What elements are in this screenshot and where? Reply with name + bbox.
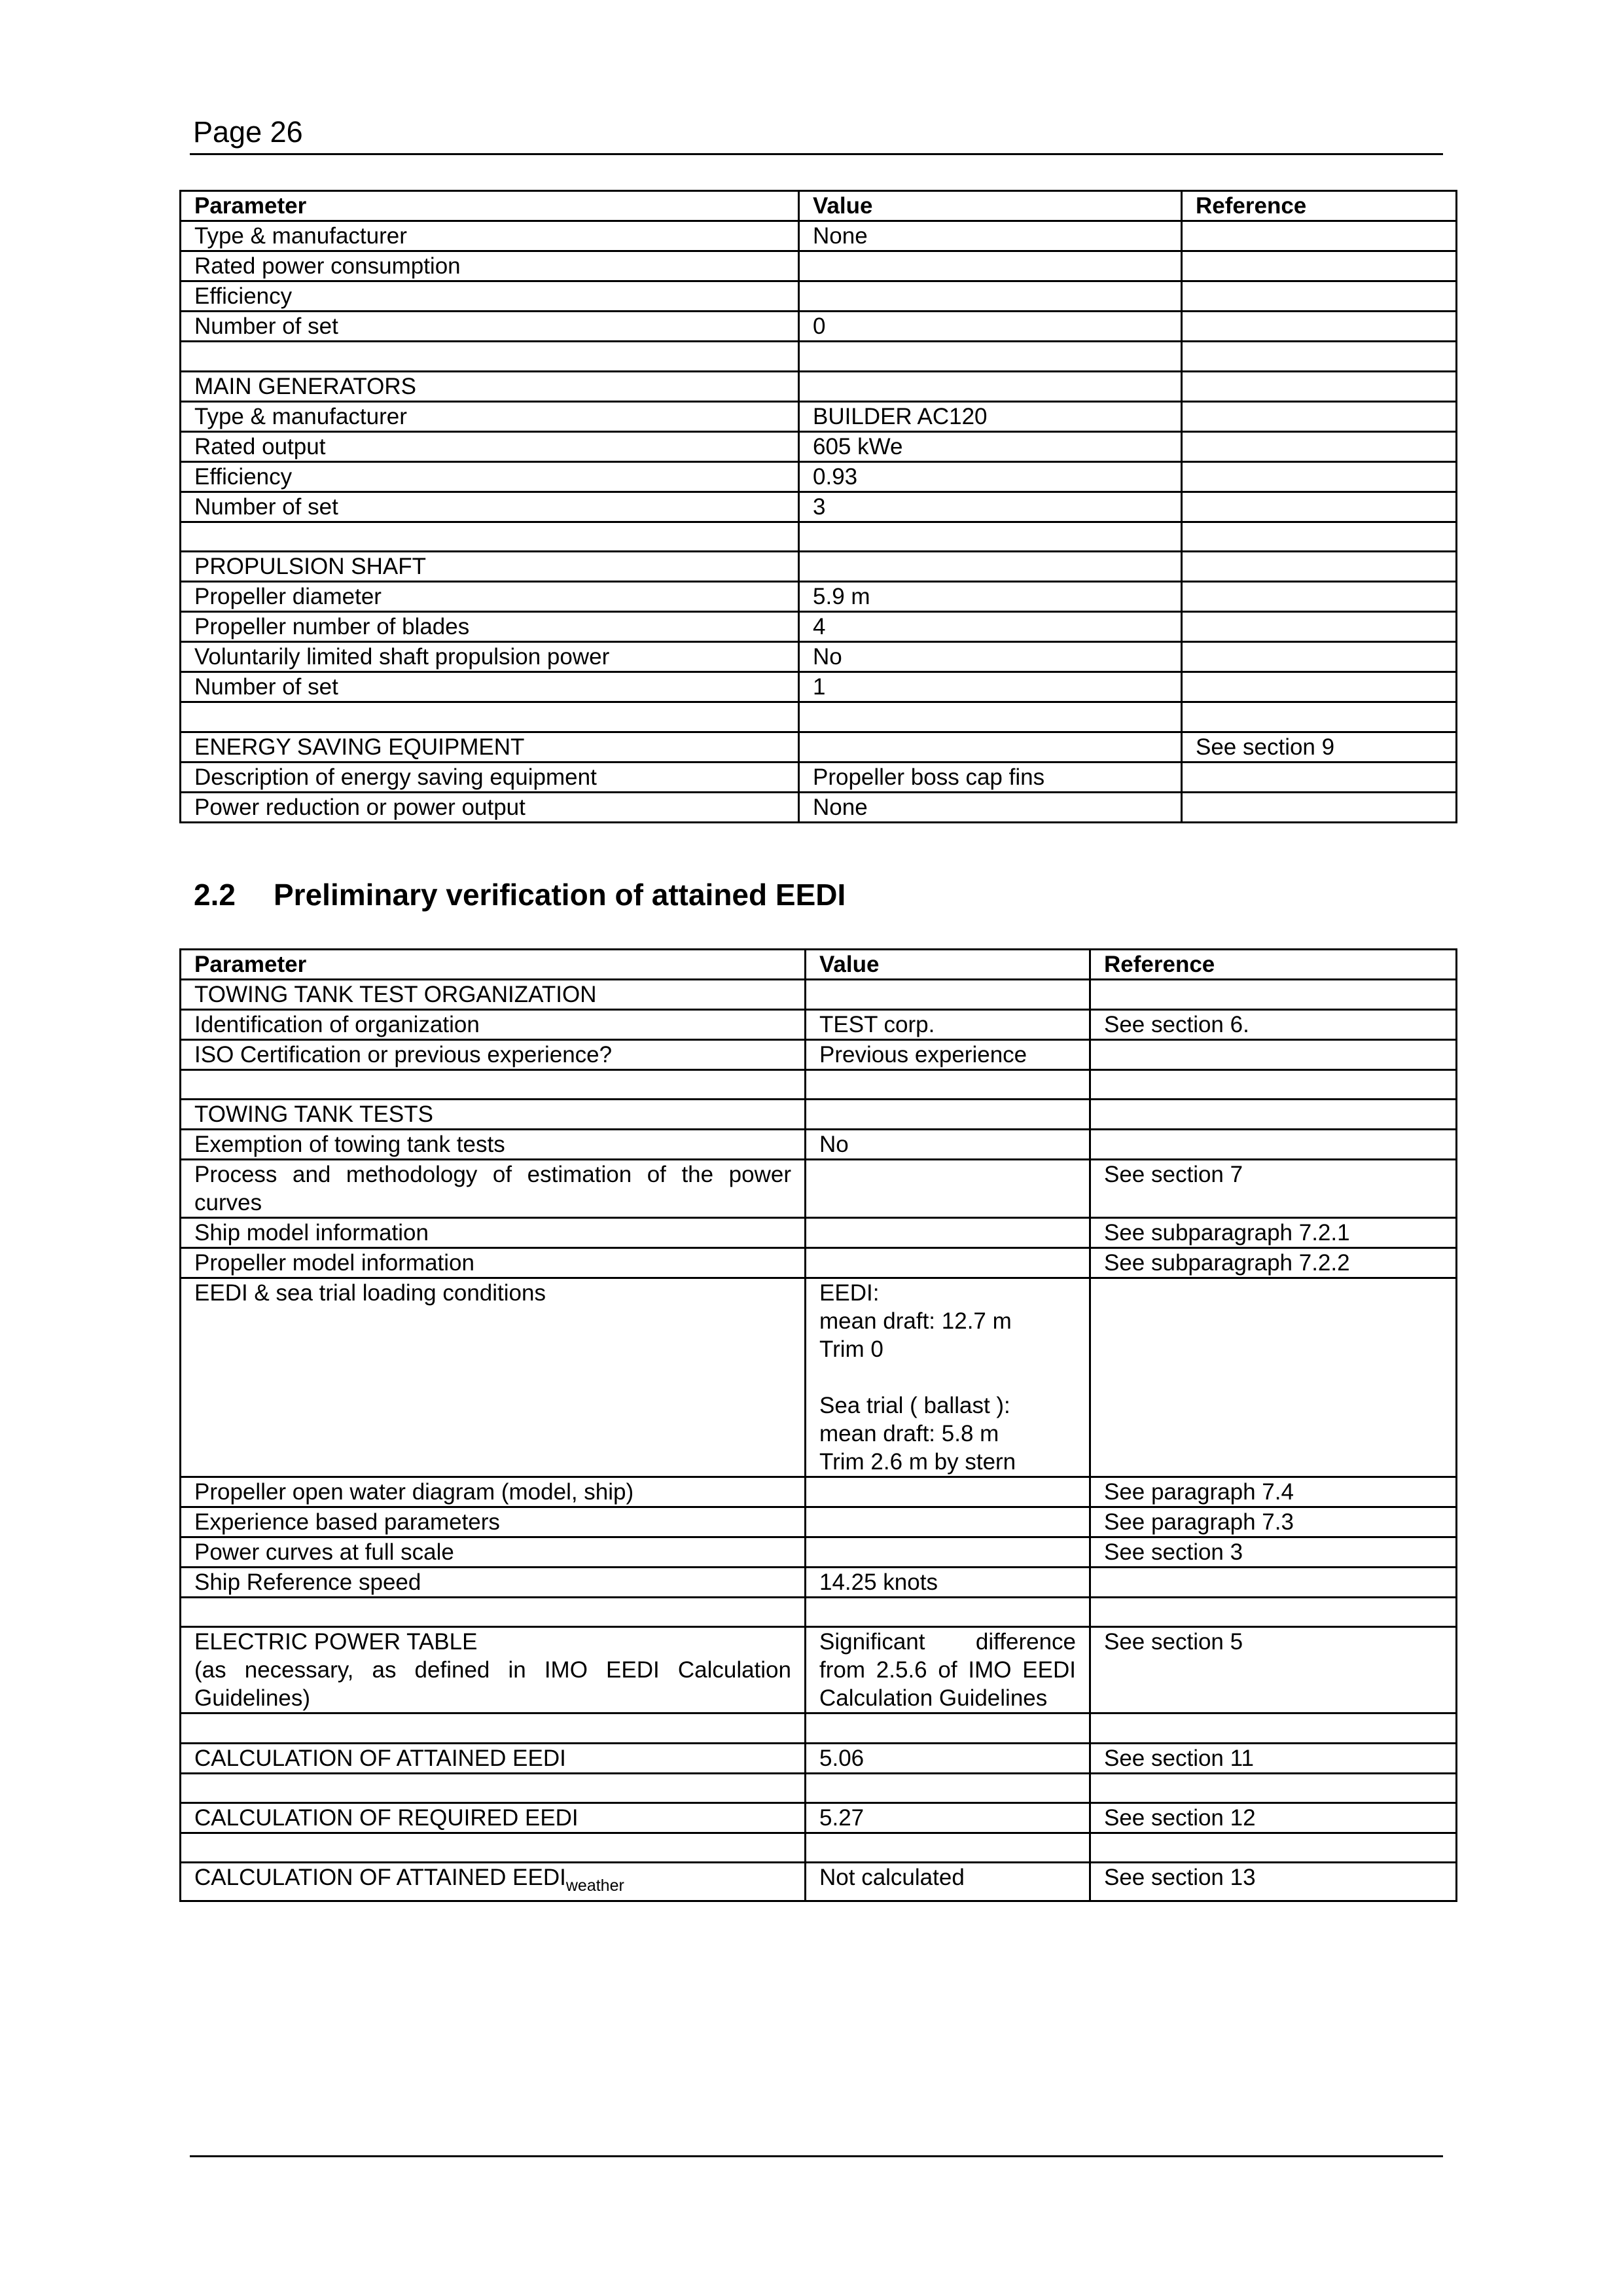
reference-cell: See subparagraph 7.2.2 <box>1090 1248 1457 1278</box>
section-heading <box>194 877 846 912</box>
parameter-cell: Type & manufacturer <box>181 221 799 251</box>
parameter-cell: Identification of organization <box>181 1010 806 1040</box>
parameter-text: CALCULATION OF ATTAINED EEDI <box>194 1864 566 1890</box>
reference-cell <box>1090 1773 1457 1803</box>
table-row <box>181 312 1457 342</box>
table-row <box>181 1248 1457 1278</box>
value-cell <box>806 1773 1090 1803</box>
table-row <box>181 371 1457 401</box>
reference-cell <box>1090 1568 1457 1598</box>
value-cell: 14.25 knots <box>806 1568 1090 1598</box>
section-number: 2.2 <box>194 878 236 912</box>
parameter-cell: Ship model information <box>181 1218 806 1248</box>
table-row <box>181 792 1457 822</box>
column-header-reference: Reference <box>1090 950 1457 980</box>
table-row <box>181 1278 1457 1477</box>
table-row <box>181 582 1457 612</box>
value-line: mean draft: 5.8 m <box>819 1421 999 1447</box>
table-row <box>181 1160 1457 1218</box>
table-row <box>181 672 1457 702</box>
parameter-cell <box>181 1833 806 1862</box>
reference-cell <box>1182 792 1457 822</box>
value-cell <box>799 552 1182 582</box>
table-row <box>181 431 1457 461</box>
table-row <box>181 1743 1457 1773</box>
reference-cell <box>1182 582 1457 612</box>
parameter-cell: Type & manufacturer <box>181 401 799 431</box>
value-cell: TEST corp. <box>806 1010 1090 1040</box>
reference-cell <box>1182 431 1457 461</box>
value-cell <box>799 522 1182 552</box>
parameter-cell: Propeller open water diagram (model, ship) <box>181 1477 806 1507</box>
parameter-cell: Number of set <box>181 492 799 522</box>
reference-cell <box>1182 401 1457 431</box>
reference-cell <box>1090 1713 1457 1743</box>
value-cell <box>806 1218 1090 1248</box>
table-row <box>181 251 1457 281</box>
table-row <box>181 1773 1457 1803</box>
table-header-row <box>181 191 1457 221</box>
parameter-cell: Rated power consumption <box>181 251 799 281</box>
reference-cell <box>1182 251 1457 281</box>
table-row <box>181 1537 1457 1568</box>
parameter-cell <box>181 1070 806 1100</box>
parameter-cell <box>181 1773 806 1803</box>
value-cell: 0 <box>799 312 1182 342</box>
parameter-cell: ISO Certification or previous experience? <box>181 1040 806 1070</box>
value-cell <box>806 1537 1090 1568</box>
value-cell <box>806 1507 1090 1537</box>
parameter-cell: TOWING TANK TESTS <box>181 1100 806 1130</box>
reference-cell: See subparagraph 7.2.1 <box>1090 1218 1457 1248</box>
reference-cell: See paragraph 7.3 <box>1090 1507 1457 1537</box>
value-cell <box>806 1477 1090 1507</box>
parameter-cell: Number of set <box>181 672 799 702</box>
parameter-line: ELECTRIC POWER TABLE <box>194 1629 478 1655</box>
value-cell: BUILDER AC120 <box>799 401 1182 431</box>
table-row <box>181 492 1457 522</box>
table-row <box>181 1040 1457 1070</box>
parameter-cell <box>181 1598 806 1627</box>
table-row <box>181 1100 1457 1130</box>
reference-cell <box>1182 461 1457 492</box>
table-row <box>181 732 1457 762</box>
parameter-cell: Power curves at full scale <box>181 1537 806 1568</box>
table-row <box>181 702 1457 732</box>
table-row <box>181 1862 1457 1901</box>
table-row <box>181 642 1457 672</box>
parameter-cell <box>181 342 799 372</box>
value-cell <box>799 251 1182 281</box>
value-cell: No <box>799 642 1182 672</box>
reference-cell: See paragraph 7.4 <box>1090 1477 1457 1507</box>
value-cell <box>806 1070 1090 1100</box>
table-row <box>181 980 1457 1010</box>
table-row <box>181 1070 1457 1100</box>
table-row <box>181 522 1457 552</box>
column-header-value: Value <box>799 191 1182 221</box>
parameter-subscript: weather <box>565 1876 624 1895</box>
value-cell <box>799 371 1182 401</box>
reference-cell <box>1182 492 1457 522</box>
reference-cell: See section 9 <box>1182 732 1457 762</box>
parameter-cell: Propeller model information <box>181 1248 806 1278</box>
value-line: Sea trial ( ballast ): <box>819 1393 1010 1419</box>
reference-cell <box>1090 1100 1457 1130</box>
value-cell <box>799 702 1182 732</box>
parameter-cell: ENERGY SAVING EQUIPMENT <box>181 732 799 762</box>
reference-cell: See section 12 <box>1090 1803 1457 1833</box>
value-line: EEDI: <box>819 1280 880 1306</box>
reference-cell <box>1090 1130 1457 1160</box>
value-cell: 5.9 m <box>799 582 1182 612</box>
parameter-cell: PROPULSION SHAFT <box>181 552 799 582</box>
value-cell <box>806 1833 1090 1862</box>
parameter-cell: Process and methodology of estimation of the power curves <box>181 1160 806 1218</box>
parameter-cell: Voluntarily limited shaft propulsion power <box>181 642 799 672</box>
table-row <box>181 1713 1457 1743</box>
value-cell: 4 <box>799 612 1182 642</box>
table-row <box>181 461 1457 492</box>
reference-cell <box>1090 1833 1457 1862</box>
reference-cell: See section 7 <box>1090 1160 1457 1218</box>
table-row <box>181 612 1457 642</box>
blank-line <box>819 1363 1076 1391</box>
value-cell: None <box>799 792 1182 822</box>
value-cell: 5.27 <box>806 1803 1090 1833</box>
value-cell: 605 kWe <box>799 431 1182 461</box>
reference-cell <box>1182 672 1457 702</box>
parameter-cell: CALCULATION OF REQUIRED EEDI <box>181 1803 806 1833</box>
value-cell: Previous experience <box>806 1040 1090 1070</box>
table-eedi-verification <box>179 948 1457 1902</box>
section-title: Preliminary verification of attained EEDI <box>274 878 846 912</box>
reference-cell <box>1090 980 1457 1010</box>
column-header-parameter: Parameter <box>181 950 806 980</box>
parameter-cell <box>181 522 799 552</box>
reference-cell <box>1182 342 1457 372</box>
reference-cell <box>1182 371 1457 401</box>
table-row <box>181 552 1457 582</box>
value-cell <box>806 980 1090 1010</box>
value-line: Trim 2.6 m by stern <box>819 1449 1016 1475</box>
value-cell: 0.93 <box>799 461 1182 492</box>
table-row <box>181 1477 1457 1507</box>
reference-cell: See section 13 <box>1090 1862 1457 1901</box>
page-header: Page 26 <box>193 115 303 149</box>
footer-rule <box>190 2155 1443 2157</box>
parameter-cell: Efficiency <box>181 461 799 492</box>
value-cell: Propeller boss cap fins <box>799 762 1182 792</box>
parameter-cell: Propeller number of blades <box>181 612 799 642</box>
value-cell <box>799 281 1182 312</box>
reference-cell <box>1090 1278 1457 1477</box>
reference-cell <box>1182 312 1457 342</box>
value-cell: Significant difference from 2.5.6 of IMO EEDI Calculation Guidelines <box>806 1627 1090 1713</box>
parameter-cell <box>181 1713 806 1743</box>
parameter-cell: Ship Reference speed <box>181 1568 806 1598</box>
table-row <box>181 1627 1457 1713</box>
value-cell <box>806 1248 1090 1278</box>
column-header-reference: Reference <box>1182 191 1457 221</box>
reference-cell: See section 5 <box>1090 1627 1457 1713</box>
parameter-cell: EEDI & sea trial loading conditions <box>181 1278 806 1477</box>
parameter-cell <box>181 702 799 732</box>
parameter-cell: Efficiency <box>181 281 799 312</box>
reference-cell <box>1182 762 1457 792</box>
value-cell <box>806 1160 1090 1218</box>
table-row <box>181 1010 1457 1040</box>
value-cell: Not calculated <box>806 1862 1090 1901</box>
value-line: mean draft: 12.7 m <box>819 1308 1012 1335</box>
reference-cell <box>1182 552 1457 582</box>
table-row <box>181 221 1457 251</box>
reference-cell <box>1090 1070 1457 1100</box>
table-row <box>181 1568 1457 1598</box>
table-header-row <box>181 950 1457 980</box>
table-row <box>181 281 1457 312</box>
reference-cell <box>1090 1598 1457 1627</box>
table-row <box>181 1833 1457 1862</box>
reference-cell: See section 11 <box>1090 1743 1457 1773</box>
parameter-cell: Number of set <box>181 312 799 342</box>
value-line: Trim 0 <box>819 1336 883 1363</box>
column-header-parameter: Parameter <box>181 191 799 221</box>
parameter-cell: Description of energy saving equipment <box>181 762 799 792</box>
parameter-cell: TOWING TANK TEST ORGANIZATION <box>181 980 806 1010</box>
table-row <box>181 1130 1457 1160</box>
table-row <box>181 1218 1457 1248</box>
value-cell: 1 <box>799 672 1182 702</box>
reference-cell <box>1182 702 1457 732</box>
value-cell <box>806 1278 1090 1477</box>
header-rule <box>190 153 1443 155</box>
value-cell <box>806 1100 1090 1130</box>
table-row <box>181 1803 1457 1833</box>
value-cell: 3 <box>799 492 1182 522</box>
value-cell: None <box>799 221 1182 251</box>
column-header-value: Value <box>806 950 1090 980</box>
table-row <box>181 342 1457 372</box>
value-cell <box>799 732 1182 762</box>
table-row <box>181 1598 1457 1627</box>
reference-cell <box>1090 1040 1457 1070</box>
parameter-cell: Power reduction or power output <box>181 792 799 822</box>
reference-cell <box>1182 281 1457 312</box>
reference-cell <box>1182 221 1457 251</box>
table-row <box>181 401 1457 431</box>
table-row <box>181 762 1457 792</box>
parameter-cell: Propeller diameter <box>181 582 799 612</box>
reference-cell: See section 3 <box>1090 1537 1457 1568</box>
parameter-cell <box>181 1862 806 1901</box>
parameter-line: (as necessary, as defined in IMO EEDI Calculation Guidelines) <box>194 1657 791 1712</box>
reference-cell <box>1182 522 1457 552</box>
value-cell: 5.06 <box>806 1743 1090 1773</box>
value-cell <box>799 342 1182 372</box>
parameter-cell: MAIN GENERATORS <box>181 371 799 401</box>
table-ship-particulars <box>179 190 1457 823</box>
value-cell <box>806 1598 1090 1627</box>
parameter-cell: Experience based parameters <box>181 1507 806 1537</box>
value-cell: No <box>806 1130 1090 1160</box>
reference-cell: See section 6. <box>1090 1010 1457 1040</box>
parameter-cell: Exemption of towing tank tests <box>181 1130 806 1160</box>
parameter-cell <box>181 1627 806 1713</box>
table-row <box>181 1507 1457 1537</box>
value-cell <box>806 1713 1090 1743</box>
reference-cell <box>1182 642 1457 672</box>
reference-cell <box>1182 612 1457 642</box>
parameter-cell: CALCULATION OF ATTAINED EEDI <box>181 1743 806 1773</box>
parameter-cell: Rated output <box>181 431 799 461</box>
